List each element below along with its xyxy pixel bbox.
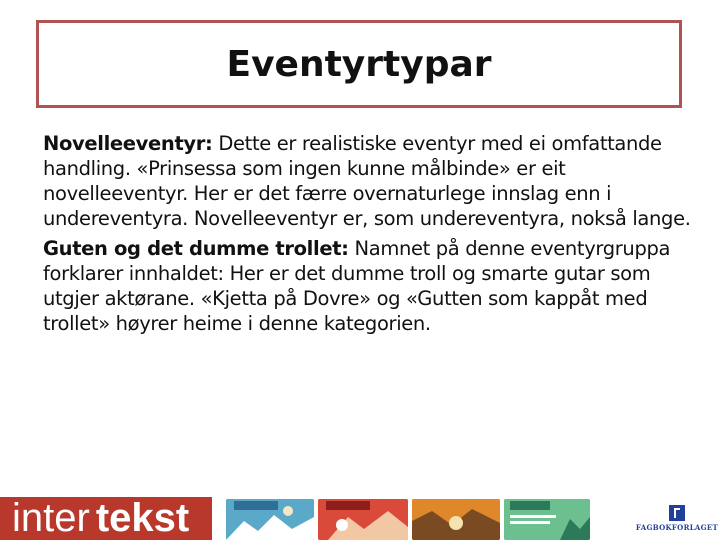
book-cover-art	[226, 499, 314, 540]
book-cover-art	[504, 499, 590, 540]
slide-body	[43, 131, 693, 341]
book-cover-2	[318, 499, 408, 540]
paragraph-text: Namnet på denne eventyrgruppa forklarer innhaldet: Her er det dumme troll og smarte gutar som utgjer aktørane. «Kjetta på Dovre» og «Gutten som kappåt med trollet» høyrer heime i denne kategorien.	[43, 237, 671, 335]
paragraph-novelleeventyr	[43, 131, 693, 231]
logo-part-inter: inter	[12, 497, 90, 540]
term-label: Novelleeventyr:	[43, 132, 213, 155]
title-box	[36, 20, 682, 108]
book-cover-1	[226, 499, 314, 540]
footer-bar	[0, 497, 720, 540]
publisher-logo	[634, 497, 720, 540]
paragraph-text: Dette er realistiske eventyr med ei omfattande handling. «Prinsessa som ingen kunne målbinde» er eit novelleeventyr. Her er det færre overnaturlege innslag enn i undereventyra. Novelleeventyr er, som undereventyra, nokså lange.	[43, 132, 691, 230]
logo-part-tekst: tekst	[95, 497, 190, 540]
book-cover-4	[504, 499, 590, 540]
slide-title: Eventyrtypar	[226, 43, 492, 85]
publisher-name: FAGBOKFORLAGET	[635, 523, 719, 532]
book-cover-3	[412, 499, 500, 540]
paragraph-guten-og-trollet	[43, 236, 693, 336]
book-cover-art	[318, 499, 408, 540]
fagbokforlaget-icon	[669, 505, 685, 521]
term-label: Guten og det dumme trollet:	[43, 237, 349, 260]
intertekst-logo	[0, 497, 212, 540]
book-cover-art	[412, 499, 500, 540]
